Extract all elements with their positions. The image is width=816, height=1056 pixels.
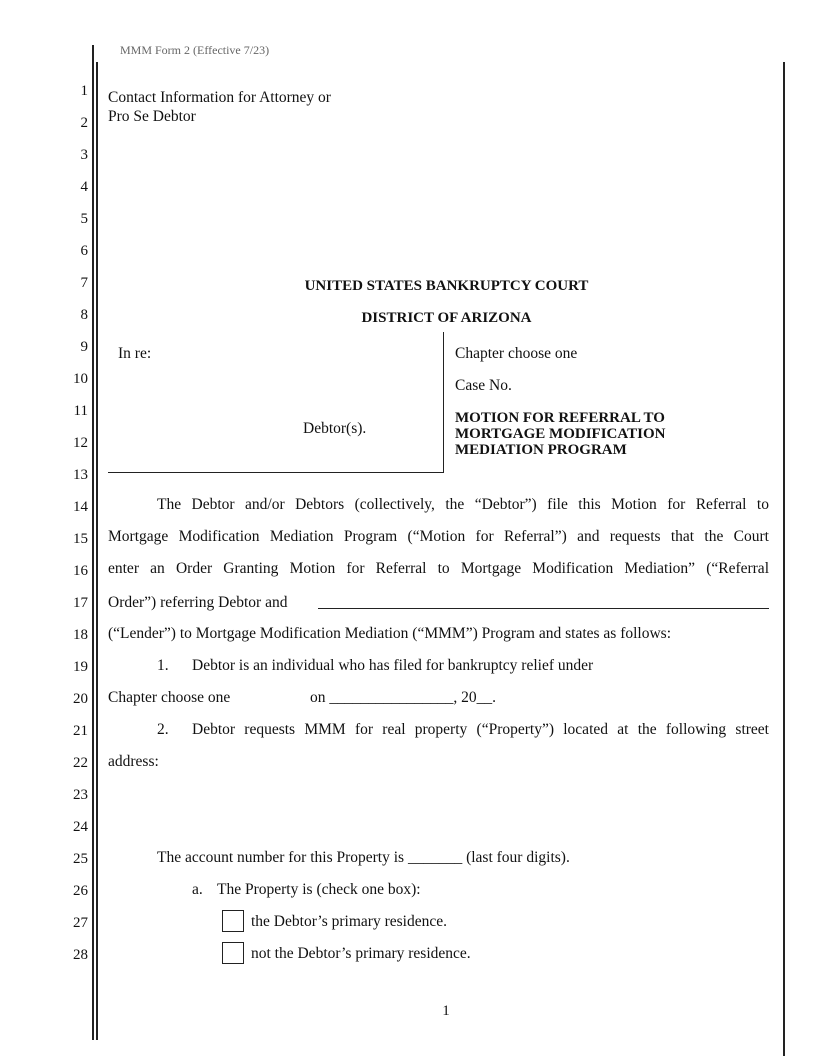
right-margin-rule — [783, 62, 785, 1056]
primary-residence-checkbox[interactable] — [222, 910, 244, 932]
line-number: 1 — [80, 83, 88, 99]
caption-vertical-rule — [443, 332, 444, 473]
line-number: 16 — [73, 563, 88, 579]
item-2-text: Debtor requests MMM for real property (“Property”) located at the following street — [192, 721, 769, 738]
line-number: 5 — [80, 211, 88, 227]
page-number: 1 — [442, 1003, 450, 1019]
motion-title-line-2: MORTGAGE MODIFICATION — [455, 426, 666, 442]
line-number: 27 — [73, 915, 88, 931]
line-number: 28 — [73, 947, 88, 963]
line-number: 9 — [80, 339, 88, 355]
line-number: 25 — [73, 851, 88, 867]
line-number: 18 — [73, 627, 88, 643]
body-line-15: Mortgage Modification Mediation Program (“Motion for Referral”) and requests that the Court — [108, 528, 769, 545]
motion-title — [455, 410, 755, 458]
line-number: 13 — [73, 467, 88, 483]
filing-chapter-select[interactable]: Chapter choose one — [108, 689, 231, 706]
line-number: 17 — [73, 595, 88, 611]
line-number: 19 — [73, 659, 88, 675]
in-re-label: In re: — [118, 345, 152, 362]
line-number: 11 — [73, 403, 88, 419]
filing-date-field[interactable]: on ________________, 20__. — [310, 689, 496, 706]
body-line-14: The Debtor and/or Debtors (collectively, the “Debtor”) file this Motion for Referral to — [157, 496, 769, 513]
item-2-number: 2. — [157, 721, 169, 738]
motion-title-line-1: MOTION FOR REFERRAL TO — [455, 410, 665, 426]
line-number: 23 — [73, 787, 88, 803]
primary-residence-label: the Debtor’s primary residence. — [251, 913, 447, 930]
line-number: 8 — [80, 307, 88, 323]
body-line-17: Order”) referring Debtor and — [108, 594, 288, 611]
line-number: 2 — [80, 115, 88, 131]
item-1-number: 1. — [157, 657, 169, 674]
body-line-16: enter an Order Granting Motion for Referral to Mortgage Modification Mediation” (“Referral — [108, 560, 769, 577]
court-name: UNITED STATES BANKRUPTCY COURT — [304, 278, 589, 294]
form-label: MMM Form 2 (Effective 7/23) — [120, 43, 270, 57]
case-number-label: Case No. — [455, 377, 512, 394]
chapter-select[interactable]: Chapter choose one — [455, 345, 578, 362]
left-margin-rule-inner — [96, 62, 98, 1040]
court-district: DISTRICT OF ARIZONA — [361, 310, 532, 326]
line-number: 7 — [80, 275, 88, 291]
line-number: 12 — [73, 435, 88, 451]
line-number: 3 — [80, 147, 88, 163]
item-a-text: The Property is (check one box): — [217, 881, 421, 898]
item-a-label: a. — [192, 881, 203, 898]
body-line-18: (“Lender”) to Mortgage Modification Mediation (“MMM”) Program and states as follows: — [108, 625, 672, 642]
item-1-text: Debtor is an individual who has filed for bankruptcy relief under — [192, 657, 594, 674]
line-number: 14 — [73, 499, 88, 515]
line-number: 24 — [73, 819, 88, 835]
motion-title-line-3: MEDIATION PROGRAM — [455, 442, 627, 458]
not-primary-residence-checkbox[interactable] — [222, 942, 244, 964]
not-primary-residence-label: not the Debtor’s primary residence. — [251, 945, 471, 962]
contact-line-2: Pro Se Debtor — [108, 108, 196, 125]
contact-line-1: Contact Information for Attorney or — [108, 89, 331, 106]
debtors-label: Debtor(s). — [303, 420, 367, 437]
line-number: 6 — [80, 243, 88, 259]
caption-bottom-rule — [108, 472, 444, 473]
line-number: 21 — [73, 723, 88, 739]
lender-name-field[interactable] — [318, 608, 769, 609]
address-label: address: — [108, 753, 159, 770]
line-number: 15 — [73, 531, 88, 547]
line-number: 22 — [73, 755, 88, 771]
line-number: 10 — [73, 371, 88, 387]
line-number: 20 — [73, 691, 88, 707]
line-number: 4 — [80, 179, 88, 195]
line-number: 26 — [73, 883, 88, 899]
left-margin-rule-outer — [92, 45, 94, 1040]
account-number-line: The account number for this Property is _______ (last four digits). — [157, 849, 570, 866]
